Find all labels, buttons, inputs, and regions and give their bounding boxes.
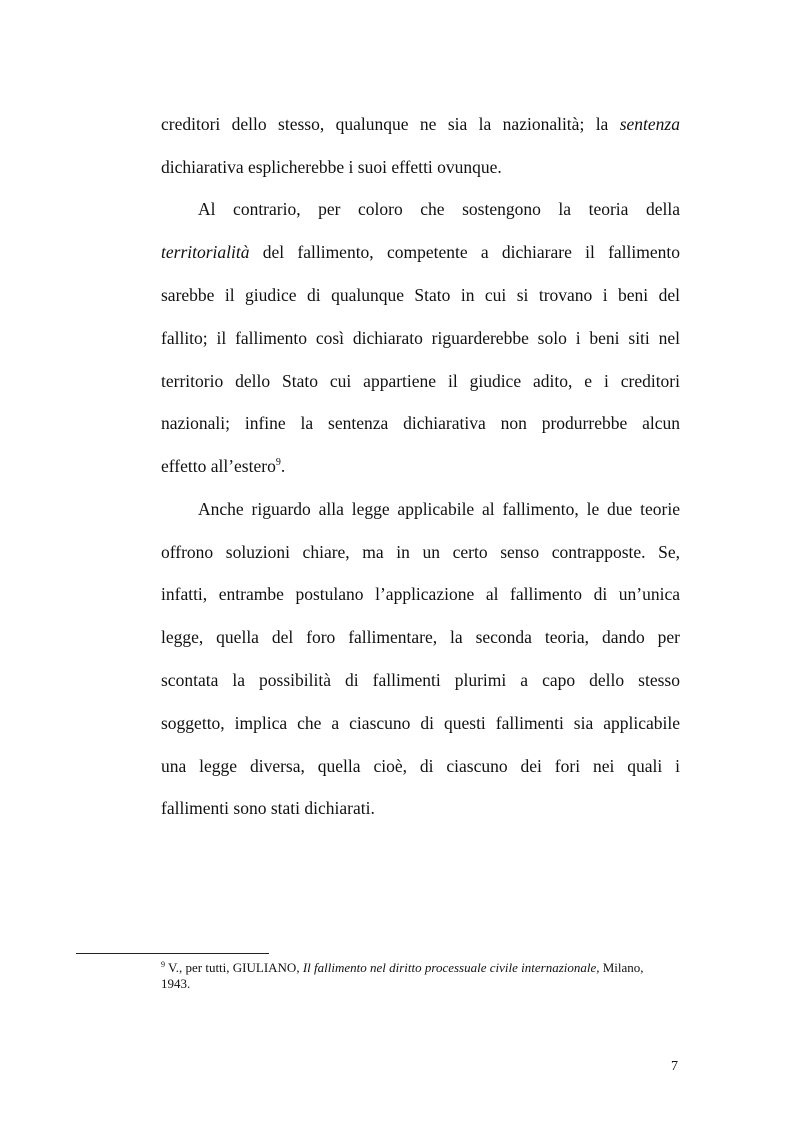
body-line: Anche riguardo alla legge applicabile al fallimento, le due teorie	[198, 499, 680, 519]
footnote-number: 9	[161, 960, 165, 969]
body-line: scontata la possibilità di fallimenti plurimi a capo dello stesso	[161, 670, 680, 690]
footnote-line: 1943.	[161, 976, 191, 991]
body-line: territorio dello Stato cui appartiene il giudice adito, e i creditori	[161, 371, 680, 391]
body-line: legge, quella del foro fallimentare, la seconda teoria, dando per	[161, 627, 680, 647]
body-line	[161, 455, 680, 481]
body-line: fallito; il fallimento così dichiarato riguarderebbe solo i beni siti nel	[161, 328, 680, 348]
italic-term: sentenza	[619, 114, 680, 134]
body-line: una legge diversa, quella cioè, di ciascuno dei fori nei quali i	[161, 756, 680, 776]
body-line: nazionali; infine la sentenza dichiarativa non produrrebbe alcun	[161, 413, 680, 433]
footnote-separator	[76, 953, 269, 954]
footnote-ref[interactable]: 9	[275, 457, 281, 468]
body-line: offrono soluzioni chiare, ma in un certo senso contrapposte. Se,	[161, 542, 680, 562]
body-line: fallimenti sono stati dichiarati.	[161, 798, 375, 818]
body-line: dichiarativa esplicherebbe i suoi effetti ovunque.	[161, 157, 502, 177]
text-run: del fallimento, competente a dichiarare il fallimento	[262, 242, 680, 262]
footnote-title: Il fallimento nel diritto processuale civile internazionale,	[302, 960, 600, 975]
footnote-text: Milano,	[599, 960, 644, 975]
page-number: 7	[671, 1059, 678, 1074]
body-line: infatti, entrambe postulano l’applicazione al fallimento di un’unica	[161, 584, 680, 604]
footnote-text: V., per tutti, GIULIANO,	[165, 960, 303, 975]
body-line: Al contrario, per coloro che sostengono la teoria della	[198, 199, 680, 219]
text-run: creditori dello stesso, qualunque ne sia la nazionalità; la	[161, 114, 609, 134]
text-run: .	[280, 456, 286, 476]
body-line	[161, 113, 680, 135]
body-line	[161, 241, 680, 263]
body-line: soggetto, implica che a ciascuno di questi fallimenti sia applicabile	[161, 713, 680, 733]
text-run: effetto all’estero	[161, 456, 276, 476]
body-line: sarebbe il giudice di qualunque Stato in cui si trovano i beni del	[161, 285, 680, 305]
italic-term: territorialità	[161, 242, 250, 262]
